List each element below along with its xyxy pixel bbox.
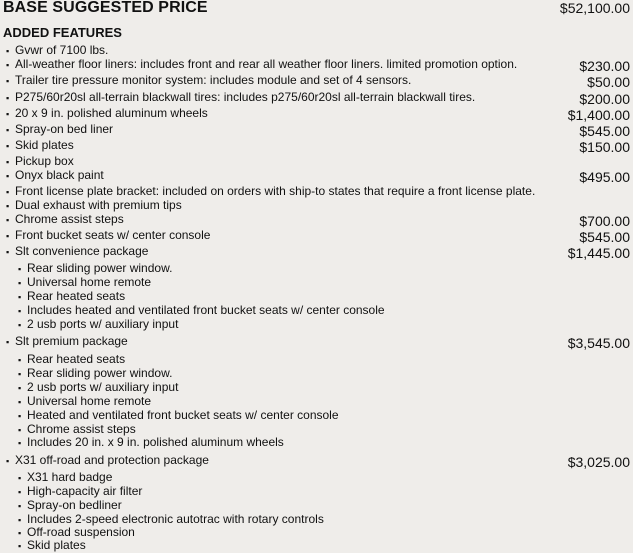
feature-label: ▪ Chrome assist steps bbox=[6, 212, 124, 227]
feature-price: $495.00 bbox=[579, 169, 630, 185]
base-price-value: $52,100.00 bbox=[559, 0, 630, 16]
package-label: ▪ Slt convenience package bbox=[6, 244, 148, 259]
base-price-row bbox=[3, 0, 630, 18]
package-price: $3,545.00 bbox=[567, 335, 630, 351]
feature-label: ▪ P275/60r20sl all-terrain blackwall tires: includes p275/60r20sl all-terrain blackwall tires. bbox=[6, 90, 475, 105]
sub-item-label: ▪ X31 hard badge bbox=[18, 470, 112, 485]
feature-price: $230.00 bbox=[579, 58, 630, 74]
sub-item-label: ▪ Includes heated and ventilated front bucket seats w/ center console bbox=[18, 303, 385, 318]
feature-label: ▪ Gvwr of 7100 lbs. bbox=[6, 43, 108, 58]
feature-label: ▪ Dual exhaust with premium tips bbox=[6, 198, 182, 213]
feature-price: $545.00 bbox=[579, 123, 630, 139]
package-label: ▪ Slt premium package bbox=[6, 334, 128, 349]
sub-item-label: ▪ Rear sliding power window. bbox=[18, 366, 172, 381]
feature-price: $1,400.00 bbox=[567, 107, 630, 123]
feature-label: ▪ Trailer tire pressure monitor system: includes module and set of 4 sensors. bbox=[6, 73, 411, 88]
package-price: $3,025.00 bbox=[567, 454, 630, 470]
feature-label: ▪ Front license plate bracket: included on orders with ship-to states that require a front license plate. bbox=[6, 184, 535, 199]
feature-label: ▪ Spray-on bed liner bbox=[6, 122, 113, 137]
feature-label: ▪ Front bucket seats w/ center console bbox=[6, 228, 210, 243]
base-price-title: BASE SUGGESTED PRICE bbox=[3, 0, 208, 16]
sub-item-label: ▪ Heated and ventilated front bucket seats w/ center console bbox=[18, 408, 339, 423]
sub-item-label: ▪ Chrome assist steps bbox=[18, 422, 136, 437]
sub-item-label: ▪ Rear heated seats bbox=[18, 289, 125, 304]
sub-item-label: ▪ Off-road suspension bbox=[18, 525, 135, 540]
sub-item-label: ▪ Skid plates bbox=[18, 538, 86, 553]
feature-price: $700.00 bbox=[579, 213, 630, 229]
feature-label: ▪ Onyx black paint bbox=[6, 168, 104, 183]
sub-item-label: ▪ 2 usb ports w/ auxiliary input bbox=[18, 380, 178, 395]
feature-label: ▪ Pickup box bbox=[6, 154, 74, 169]
sub-item-label: ▪ Universal home remote bbox=[18, 394, 151, 409]
feature-label: ▪ All-weather floor liners: includes front and rear all weather floor liners. limited promotion option. bbox=[6, 57, 517, 72]
feature-price: $50.00 bbox=[587, 74, 630, 90]
feature-label: ▪ Skid plates bbox=[6, 138, 74, 153]
sub-item-label: ▪ Spray-on bedliner bbox=[18, 498, 122, 513]
added-features-heading: ADDED FEATURES bbox=[3, 25, 122, 40]
package-label: ▪ X31 off-road and protection package bbox=[6, 453, 209, 468]
feature-price: $150.00 bbox=[579, 139, 630, 155]
sub-item-label: ▪ Universal home remote bbox=[18, 275, 151, 290]
sub-item-label: ▪ Rear sliding power window. bbox=[18, 261, 172, 276]
sub-item-label: ▪ 2 usb ports w/ auxiliary input bbox=[18, 317, 178, 332]
sub-item-label: ▪ High-capacity air filter bbox=[18, 484, 142, 499]
sub-item-label: ▪ Includes 20 in. x 9 in. polished aluminum wheels bbox=[18, 435, 284, 450]
feature-label: ▪ 20 x 9 in. polished aluminum wheels bbox=[6, 106, 208, 121]
sub-item-label: ▪ Includes 2-speed electronic autotrac with rotary controls bbox=[18, 512, 324, 527]
feature-price: $545.00 bbox=[579, 229, 630, 245]
sub-item-label: ▪ Rear heated seats bbox=[18, 352, 125, 367]
feature-price: $200.00 bbox=[579, 91, 630, 107]
package-price: $1,445.00 bbox=[567, 245, 630, 261]
